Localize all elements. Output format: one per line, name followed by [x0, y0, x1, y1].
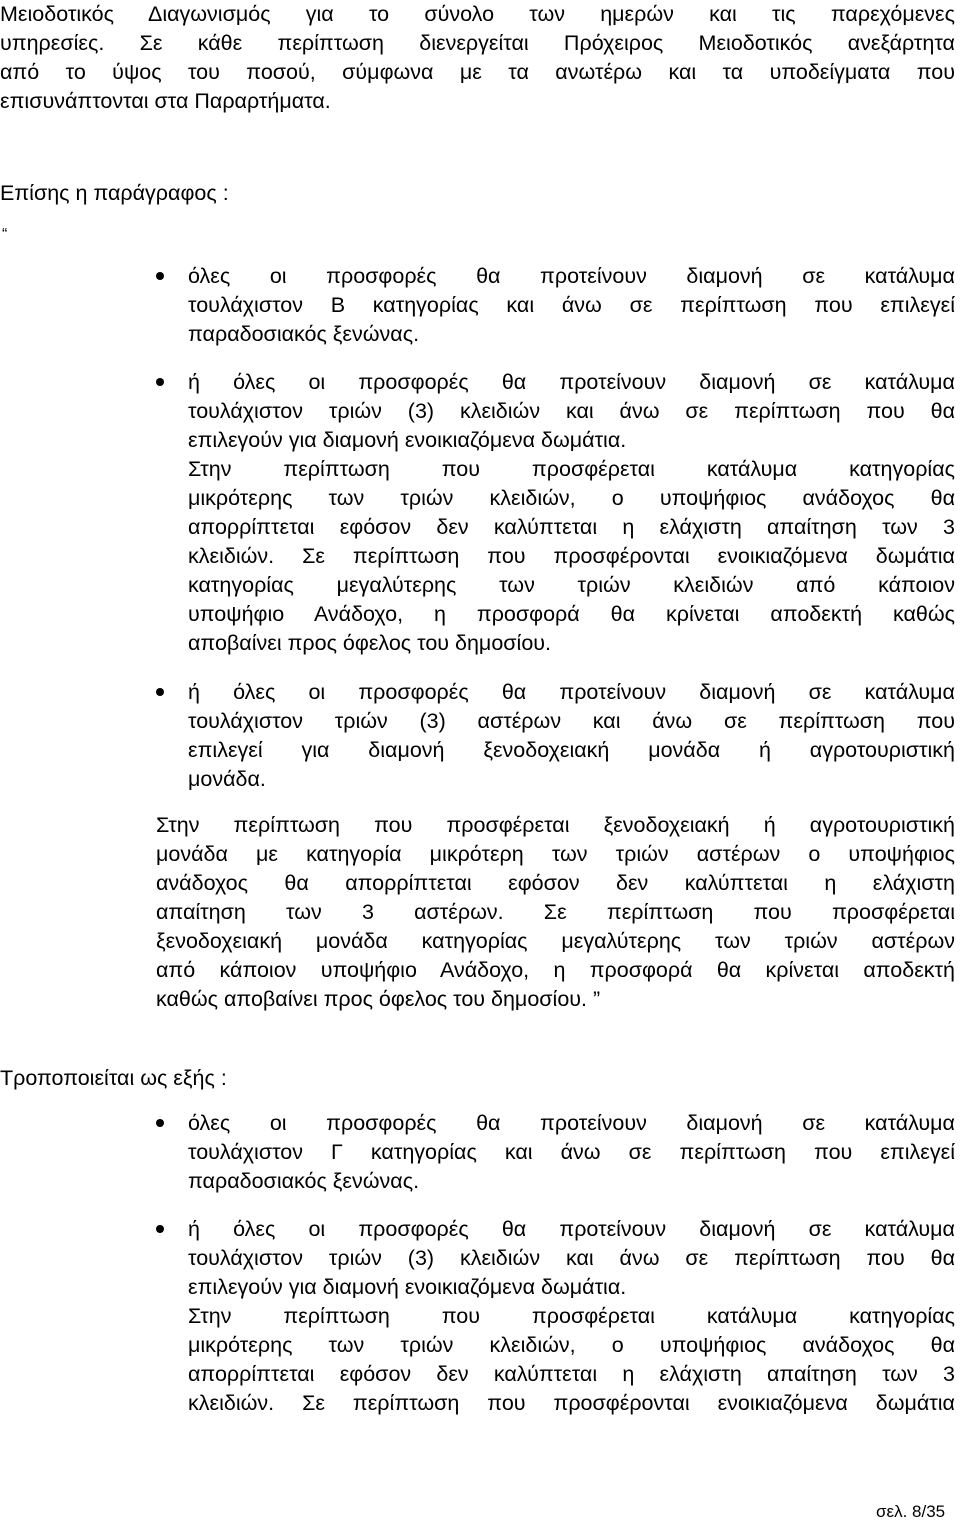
intro-line: επισυνάπτονται στα Παραρτήματα. — [0, 89, 331, 113]
bullet-icon — [156, 688, 164, 696]
section1-heading: Επίσης η παράγραφος : — [0, 181, 229, 205]
intro-line: Μειοδοτικός Διαγωνισμός για το σύνολο των ημερών και τις παρεχόμενες — [0, 2, 955, 26]
s1-para-line: ανάδοχος θα απορρίπτεται εφόσον δεν καλύπτεται η ελάχιστη — [156, 871, 955, 895]
s2-b1-line: τουλάχιστον Γ κατηγορίας και άνω σε περίπτωση που επιλεγεί — [188, 1140, 955, 1164]
s1-b2-line: υποψήφιο Ανάδοχο, η προσφορά θα κρίνεται αποδεκτή καθώς — [188, 602, 955, 626]
intro-line: υπηρεσίες. Σε κάθε περίπτωση διενεργείται Πρόχειρος Μειοδοτικός ανεξάρτητα — [0, 31, 955, 55]
s2-b1-line: παραδοσιακός ξενώνας. — [188, 1169, 420, 1193]
s1-b2-line: Στην περίπτωση που προσφέρεται κατάλυμα κατηγορίας — [188, 457, 955, 481]
s1-b2-line: κατηγορίας μεγαλύτερης των τριών κλειδιών από κάποιον — [188, 573, 955, 597]
s2-b2-line: Στην περίπτωση που προσφέρεται κατάλυμα κατηγορίας — [188, 1304, 955, 1328]
s1-para-line: απαίτηση των 3 αστέρων. Σε περίπτωση που προσφέρεται — [156, 900, 955, 924]
s2-b2-line: μικρότερης των τριών κλειδιών, ο υποψήφιος ανάδοχος θα — [188, 1333, 955, 1357]
s1-b3-line: επιλεγεί για διαμονή ξενοδοχειακή μονάδα ή αγροτουριστική — [188, 738, 955, 762]
s1-para-line: καθώς αποβαίνει προς όφελος του δημοσίου. ” — [156, 987, 601, 1011]
s1-b3-line: μονάδα. — [188, 767, 266, 791]
bullet-icon — [156, 378, 164, 386]
s1-b1-line: τουλάχιστον Β κατηγορίας και άνω σε περίπτωση που επιλεγεί — [188, 293, 955, 317]
s1-b3-line: τουλάχιστον τριών (3) αστέρων και άνω σε περίπτωση που — [188, 709, 955, 733]
s1-b3-line: ή όλες οι προσφορές θα προτείνουν διαμονή σε κατάλυμα — [188, 680, 955, 704]
bullet-icon — [156, 272, 164, 280]
s1-para-line: μονάδα με κατηγορία μικρότερη των τριών αστέρων ο υποψήφιος — [156, 842, 955, 866]
s1-b2-line: απορρίπτεται εφόσον δεν καλύπτεται η ελάχιστη απαίτηση των 3 — [188, 515, 955, 539]
s2-b2-line: κλειδιών. Σε περίπτωση που προσφέρονται ενοικιαζόμενα δωμάτια — [188, 1391, 955, 1415]
s1-b2-line: τουλάχιστον τριών (3) κλειδιών και άνω σε περίπτωση που θα — [188, 399, 955, 423]
s1-b2-line: μικρότερης των τριών κλειδιών, ο υποψήφιος ανάδοχος θα — [188, 486, 955, 510]
page-number: σελ. 8/35 — [876, 1502, 946, 1521]
s1-b2-line: αποβαίνει προς όφελος του δημοσίου. — [188, 631, 552, 655]
s2-b2-line: απορρίπτεται εφόσον δεν καλύπτεται η ελάχιστη απαίτηση των 3 — [188, 1362, 955, 1386]
s1-b1-line: παραδοσιακός ξενώνας. — [188, 322, 420, 346]
s1-para-line: από κάποιον υποψήφιο Ανάδοχο, η προσφορά θα κρίνεται αποδεκτή — [156, 958, 955, 982]
intro-line: από το ύψος του ποσού, σύμφωνα με τα ανωτέρω και τα υποδείγματα που — [0, 60, 955, 84]
s1-b2-line: ή όλες οι προσφορές θα προτείνουν διαμονή σε κατάλυμα — [188, 370, 955, 394]
s1-b2-line: κλειδιών. Σε περίπτωση που προσφέρονται ενοικιαζόμενα δωμάτια — [188, 544, 955, 568]
s1-b1-line: όλες οι προσφορές θα προτείνουν διαμονή σε κατάλυμα — [188, 264, 955, 288]
s2-b2-line: ή όλες οι προσφορές θα προτείνουν διαμονή σε κατάλυμα — [188, 1217, 955, 1241]
bullet-icon — [156, 1225, 164, 1233]
s2-b1-line: όλες οι προσφορές θα προτείνουν διαμονή σε κατάλυμα — [188, 1111, 955, 1135]
s2-b2-line: τουλάχιστον τριών (3) κλειδιών και άνω σε περίπτωση που θα — [188, 1246, 955, 1270]
s1-para-line: Στην περίπτωση που προσφέρεται ξενοδοχειακή ή αγροτουριστική — [156, 813, 955, 837]
s1-b2-line: επιλεγούν για διαμονή ενοικιαζόμενα δωμάτια. — [188, 428, 627, 452]
s2-b2-line: επιλεγούν για διαμονή ενοικιαζόμενα δωμάτια. — [188, 1275, 627, 1299]
bullet-icon — [156, 1119, 164, 1127]
s1-para-line: ξενοδοχειακή μονάδα κατηγορίας μεγαλύτερης των τριών αστέρων — [156, 929, 955, 953]
section2-heading: Τροποποιείται ως εξής : — [0, 1066, 227, 1090]
open-quote: “ — [2, 226, 8, 243]
